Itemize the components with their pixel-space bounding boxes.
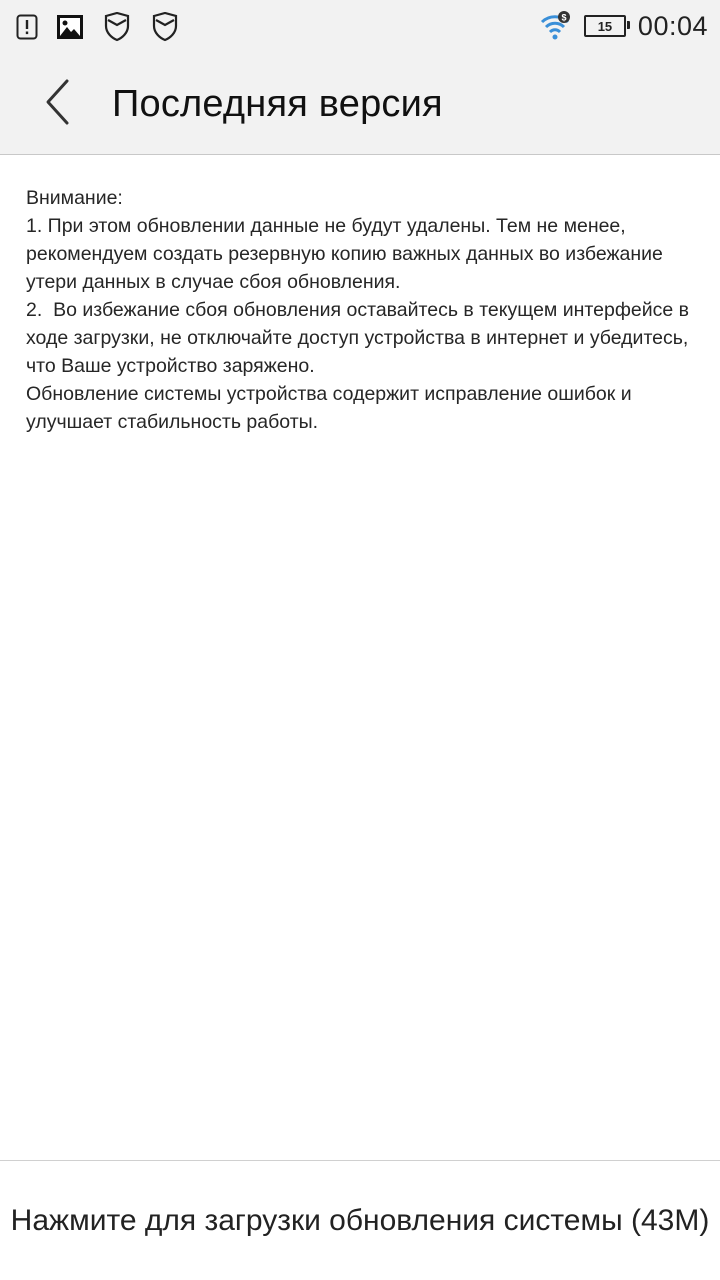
notes-summary: Обновление системы устройства содержит исправление ошибок и улучшает стабильность работы. [26,383,638,433]
battery-level: 15 [597,18,613,34]
notes-heading: Внимание: [26,187,123,209]
chevron-left-icon [43,78,73,131]
battery-icon [584,15,626,37]
update-notes [26,184,694,436]
download-update-button[interactable] [0,1161,720,1280]
app-bar [0,54,720,155]
notes-item-1: 1. При этом обновлении данные не будут удалены. Тем не менее, рекомендуем создать резервную копию важных данных во избежание утери данных в случае сбоя обновления. [26,215,669,293]
svg-text:$: $ [561,12,567,23]
notification-icons [16,10,180,44]
download-update-label: Нажмите для загрузки обновления системы (43M) [10,1203,710,1237]
shield-notification-icon-2 [150,12,180,42]
notes-item-2: 2. Во избежание сбоя обновления оставайтесь в текущем интерфейсе в ходе загрузки, не отключайте доступ устройства в интернет и убедитесь, что Ваше устройство заряжено. [26,299,695,377]
back-button[interactable] [30,76,86,132]
image-notification-icon [56,14,84,40]
alert-notification-icon [16,14,38,40]
wifi-icon [540,11,572,41]
system-status-icons [540,8,708,44]
shield-notification-icon [102,12,132,42]
page-title: Последняя версия [112,83,443,125]
clock: 00:04 [637,10,708,41]
status-bar [0,0,720,54]
